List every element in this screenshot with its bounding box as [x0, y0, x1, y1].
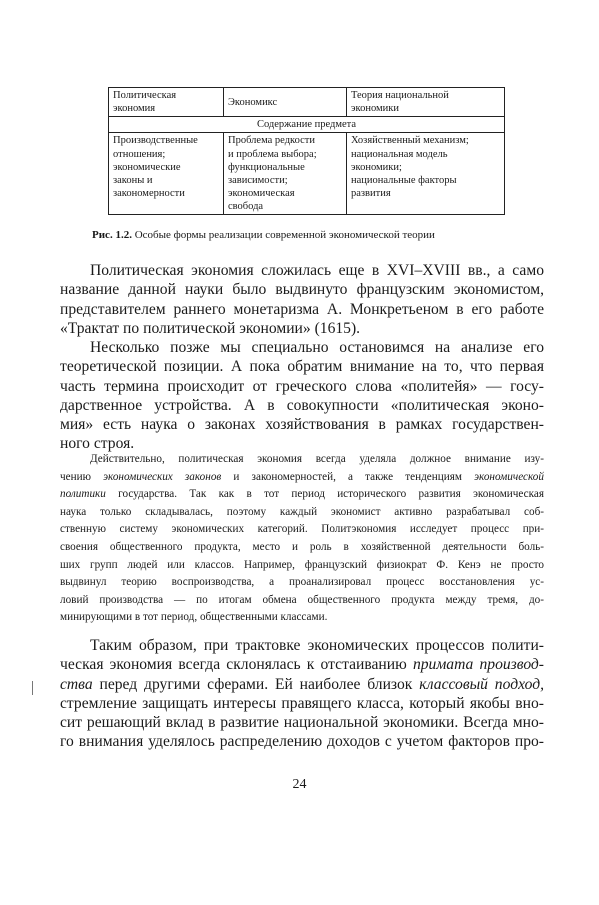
text-line: выдвинул теорию воспроизводства, а проанализировал процесс восстановления ус- — [60, 576, 544, 589]
cell-line: экономики — [351, 103, 399, 115]
text-line: ного строя. — [60, 435, 135, 453]
header-cell-national-economy — [347, 88, 505, 117]
text-line: ших групп людей или классов. Например, французский физиократ Ф. Кенэ не просто — [60, 558, 544, 571]
cell-line: Производственные — [113, 135, 198, 147]
table-content-row — [109, 133, 505, 215]
cell-line: Экономикс — [228, 96, 278, 108]
italic-run: классовый подход, — [419, 675, 544, 693]
text-line: мия» есть наука о законах хозяйствования в рамках государствен- — [60, 416, 544, 434]
figure-caption — [92, 229, 542, 241]
text-line: своения общественного продукта, место и роль в хозяйственной деятельности боль- — [60, 540, 544, 553]
cell-line: Теория национальной — [351, 90, 449, 101]
text-line: наука только складывалась, поэтому каждый экономист активно разрабатывал соб- — [60, 505, 544, 518]
text-line: Действительно, политическая экономия всегда уделяла должное внимание изу- — [90, 453, 544, 465]
header-cell-political-economy — [109, 88, 224, 117]
italic-run: экономических законов — [103, 470, 222, 483]
text-run: чению — [60, 470, 104, 483]
page-number: 24 — [292, 777, 307, 792]
caption-label: Рис. 1.2. — [92, 229, 132, 241]
cell-line: отношения; — [113, 148, 166, 160]
text-line — [60, 486, 544, 504]
figure-table — [108, 87, 505, 215]
text-line: сит решающий вклад в развитие национальной экономики. Всегда мно- — [60, 714, 544, 732]
cell-line: и проблема выбора; — [228, 148, 317, 160]
subheader-cell: Содержание предмета — [109, 117, 505, 133]
content-cell-political-economy — [109, 133, 224, 215]
paragraph-conclusion — [60, 636, 544, 752]
margin-mark — [32, 681, 33, 695]
caption-text: Особые формы реализации современной экономической теории — [131, 229, 435, 241]
cell-line: Хозяйственный механизм; — [351, 135, 469, 147]
content-cell-national-economy — [347, 133, 505, 215]
text-line: ловий производства — по итогам обмена общественного продукта между тремя, до- — [60, 593, 544, 606]
paragraph-term — [60, 338, 544, 454]
paragraph-history — [60, 261, 544, 338]
text-run: государства. Так как в тот период исторического развития экономическая — [105, 488, 544, 501]
italic-run: экономической — [474, 470, 544, 483]
cell-line: экономия — [113, 103, 156, 115]
cell-line: национальная модель — [351, 148, 448, 160]
text-run: перед другими сферами. Ей наиболее близок — [92, 675, 420, 693]
text-line: ственную систему экономических категорий. Политэкономия исследует процесс при- — [60, 523, 544, 536]
cell-line: зависимости; — [228, 174, 288, 186]
italic-run: политики — [60, 488, 106, 501]
text-line: Таким образом, при трактовке экономических процессов полити- — [90, 637, 544, 654]
cell-line: закономерности — [113, 187, 185, 199]
paragraph-smallprint — [60, 451, 544, 627]
text-line — [60, 655, 544, 674]
text-line — [60, 675, 544, 694]
header-cell-economics — [224, 88, 347, 117]
text-line: минирующими в тот период, общественными классами. — [60, 611, 328, 624]
cell-line: Проблема редкости — [228, 135, 315, 147]
text-line: Политическая экономия сложилась еще в XVI–XVIII вв., а само — [90, 262, 544, 279]
cell-line: экономики; — [351, 161, 402, 173]
cell-line: развития — [351, 187, 391, 199]
italic-run: ства — [60, 675, 93, 693]
text-line — [60, 469, 544, 487]
cell-line: экономическая — [228, 187, 295, 199]
text-line: часть термина происходит от греческого слова «политейя» — госу- — [60, 377, 544, 395]
cell-line: национальные факторы — [351, 174, 457, 186]
text-run: ческая экономия всегда склонялась к отстаиванию — [60, 656, 413, 674]
cell-line: Политическая — [113, 90, 177, 101]
text-line: дарственное устройства. А в совокупности «политическая эконо- — [60, 396, 544, 414]
cell-line: экономические — [113, 161, 181, 173]
text-run: и закономерностей, а также тенденциям — [221, 470, 475, 483]
text-line: теоретической позиции. А пока обратим внимание на то, что первая — [60, 358, 544, 376]
cell-line: законы и — [113, 174, 153, 186]
text-line: го внимания уделялось распределению доходов с учетом факторов про- — [60, 733, 544, 751]
text-line: стремление защищать интересы правящего класса, который якобы вно- — [60, 694, 544, 712]
text-line: Несколько позже мы специально остановимся на анализе его — [90, 339, 544, 356]
text-line: «Трактат по политической экономии» (1615). — [60, 319, 361, 337]
cell-line: функциональные — [228, 161, 305, 173]
table-subheader-row — [109, 117, 505, 133]
table-header-row — [109, 88, 505, 117]
cell-line: свобода — [228, 201, 264, 212]
text-line: представителем раннего монетаризма А. Монкретьеном в его работе — [60, 300, 544, 318]
text-line: название данной науки было выдвинуто французским экономистом, — [60, 281, 544, 299]
content-cell-economics — [224, 133, 347, 215]
italic-run: примата производ- — [412, 656, 545, 674]
